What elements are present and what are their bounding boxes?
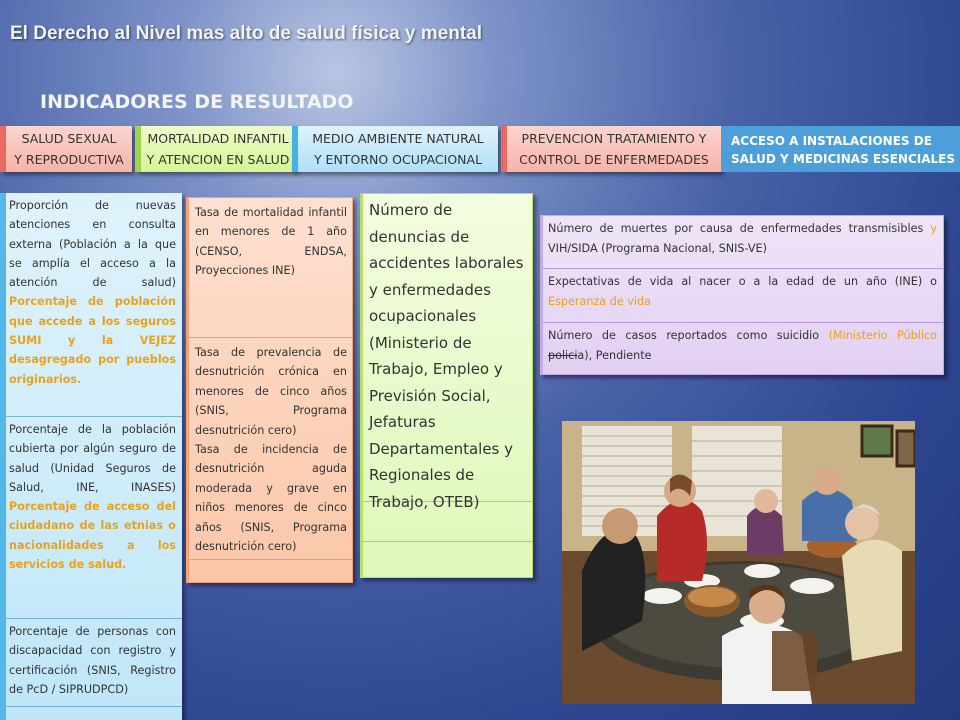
tab-label-line2: Y REPRODUCTIVA bbox=[14, 152, 124, 167]
indicator-cell bbox=[543, 323, 943, 365]
indicator-strikethrough: polici bbox=[548, 348, 578, 362]
tab-label-line1: ACCESO A INSTALACIONES DE bbox=[731, 134, 932, 148]
indicator-text: Porcentaje de personas con discapacidad con registro y certificación (SNIS, Registro de PcD / SIPRUDPCD) bbox=[9, 625, 176, 696]
indicator-highlight: Porcentaje de población que accede a los seguros SUMI y la VEJEZ desagregado por pueblos originarios. bbox=[9, 295, 176, 386]
indicator-text: Número de muertes por causa de enfermedades transmisibles bbox=[548, 222, 924, 235]
tab-label-line2: Y ENTORNO OCUPACIONAL bbox=[313, 152, 483, 167]
tab-label-line1: PREVENCION TRATAMIENTO Y bbox=[521, 131, 707, 146]
indicator-cell bbox=[543, 216, 943, 269]
indicator-cell bbox=[363, 194, 532, 511]
indicator-column-prevencion bbox=[540, 215, 944, 375]
indicator-cell bbox=[189, 198, 352, 338]
tab-label-line1: MEDIO AMBIENTE NATURAL bbox=[312, 131, 484, 146]
indicator-text: VIH/SIDA (Programa Nacional, SNIS-VE) bbox=[548, 241, 767, 255]
slide-title: El Derecho al Nivel mas alto de salud física y mental bbox=[10, 23, 483, 44]
indicator-cell bbox=[189, 338, 352, 560]
indicator-column-acceso bbox=[0, 193, 182, 720]
indicator-column-medio-ambiente bbox=[360, 193, 533, 578]
indicator-text: Tasa de incidencia de desnutrición aguda moderada y grave en niños menores de cinco años (SNIS, Programa desnutrición cero) bbox=[195, 443, 347, 554]
indicator-text: Expectativas de vida al nacer o a la edad de un año (INE) o bbox=[548, 275, 937, 288]
tab-label-line1: SALUD SEXUAL bbox=[21, 131, 117, 146]
family-dinner-illustration bbox=[562, 421, 915, 704]
tab-label-line2: SALUD Y MEDICINAS ESENCIALES bbox=[731, 152, 956, 166]
indicator-text: Número de denuncias de accidentes laborales y enfermedades ocupacionales (Ministerio de Trabajo, Empleo y Previsión Social, Jefaturas Departamentales y Regionales de Trabajo, OTEB) bbox=[369, 201, 524, 511]
indicator-cell bbox=[543, 269, 943, 323]
tab-salud-sexual[interactable] bbox=[0, 126, 132, 172]
tab-acceso-instalaciones[interactable] bbox=[721, 126, 960, 172]
indicator-highlight: y bbox=[930, 222, 937, 235]
tab-label-line1: MORTALIDAD INFANTIL bbox=[147, 131, 289, 146]
tab-label-line2: Y ATENCION EN SALUD bbox=[146, 152, 290, 167]
indicator-text: a), Pendiente bbox=[577, 348, 652, 362]
indicator-cell bbox=[6, 417, 182, 619]
indicator-highlight: Esperanza de vida bbox=[548, 294, 651, 308]
indicator-cell bbox=[6, 619, 182, 707]
indicator-cell bbox=[6, 193, 182, 417]
indicator-text: Tasa de prevalencia de desnutrición crónica en menores de cinco años (SNIS, Programa desnutrición cero) bbox=[195, 346, 347, 437]
indicator-text: Proporción de nuevas atenciones en consulta externa (Población a la que se amplía el acceso a la atención de salud) bbox=[9, 199, 176, 290]
indicator-highlight: (Ministerio Público bbox=[828, 329, 937, 342]
family-dinner-photo bbox=[562, 421, 915, 704]
tab-medio-ambiente[interactable] bbox=[292, 126, 498, 172]
tab-label-line2: CONTROL DE ENFERMEDADES bbox=[519, 152, 709, 167]
tab-mortalidad-infantil[interactable] bbox=[135, 126, 295, 172]
slide-subtitle: INDICADORES DE RESULTADO bbox=[40, 91, 354, 113]
indicator-text: Tasa de mortalidad infantil en menores de 1 año (CENSO, ENDSA, Proyecciones INE) bbox=[195, 206, 347, 278]
indicator-highlight: Porcentaje de acceso del ciudadano de las etnias o nacionalidades a los servicios de salud. bbox=[9, 500, 176, 572]
indicator-column-mortalidad bbox=[186, 197, 353, 583]
indicator-text: Número de casos reportados como suicidio bbox=[548, 329, 820, 342]
indicator-text: Porcentaje de la población cubierta por algún seguro de salud (Unidad Seguros de Salud, INE, INASES) bbox=[9, 423, 176, 494]
tab-prevencion[interactable] bbox=[501, 126, 721, 172]
